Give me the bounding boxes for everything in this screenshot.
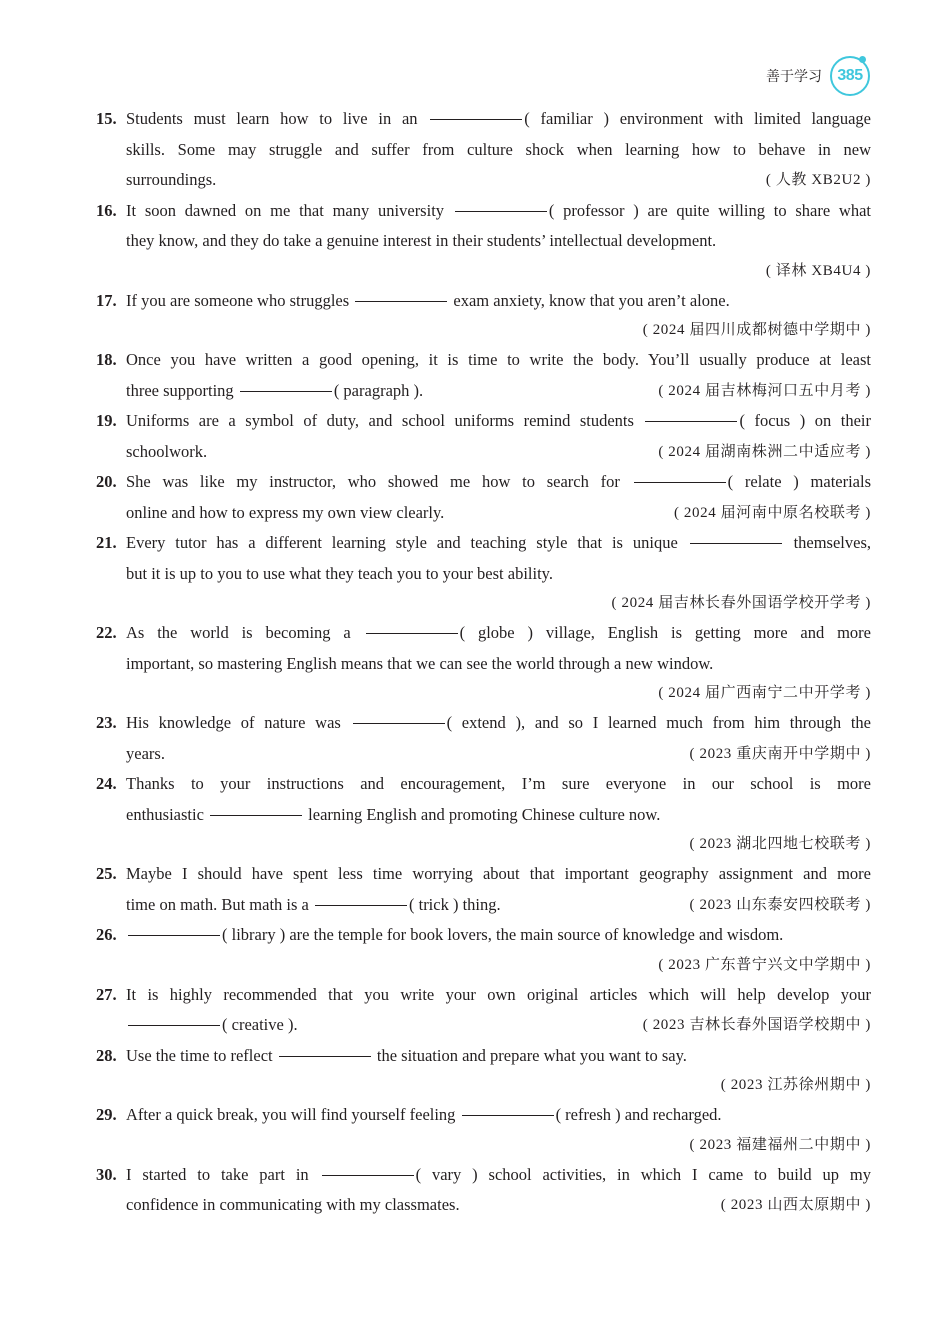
question-20-line-1 — [96, 467, 871, 498]
question-22-line-2 — [96, 649, 871, 680]
question-23-line-2 — [96, 739, 871, 770]
question-number: 26. — [96, 925, 117, 944]
question-text: ( paragraph ). — [333, 380, 424, 400]
page-header — [766, 58, 870, 94]
question-15-line-1 — [96, 104, 871, 135]
source-note: ( 2024 届河南中原名校联考 ) — [673, 504, 871, 521]
answer-blank[interactable] — [645, 420, 737, 422]
question-text: time on math. But math is a — [126, 894, 309, 914]
question-18-line-1 — [96, 345, 871, 376]
question-text: exam anxiety, know that you aren’t alone. — [453, 290, 730, 310]
question-27-line-2 — [96, 1010, 871, 1041]
question-text: ( professor ) are quite willing to share what — [548, 200, 871, 220]
question-19-line-1 — [96, 406, 871, 437]
question-text: online and how to express my own view clearly. — [126, 502, 445, 522]
question-30-line-1 — [96, 1160, 871, 1191]
question-21-line-2 — [96, 559, 871, 590]
question-text: enthusiastic — [126, 804, 204, 824]
question-text: Uniforms are a symbol of duty, and school uniforms remind students — [126, 411, 634, 430]
question-number: 23. — [96, 713, 117, 732]
question-16-line-1 — [96, 196, 871, 227]
question-text: She was like my instructor, who showed me how to search for — [126, 472, 620, 491]
source-note: ( 2023 福建福州二中期中 ) — [689, 1136, 871, 1153]
answer-blank[interactable] — [355, 300, 447, 302]
question-text: ( trick ) thing. — [408, 894, 501, 914]
question-text: His knowledge of nature was — [126, 713, 341, 732]
header-title: 善于学习 — [766, 69, 822, 85]
question-text: Every tutor has a different learning style and teaching style that is unique — [126, 533, 678, 552]
answer-blank[interactable] — [690, 542, 782, 544]
question-number: 16. — [96, 200, 117, 220]
question-number: 22. — [96, 623, 117, 642]
question-28-line-1 — [96, 1041, 871, 1072]
source-note: ( 2023 广东普宁兴文中学期中 ) — [658, 956, 871, 973]
answer-blank[interactable] — [210, 814, 302, 816]
question-text: ( familiar ) environment with limited language — [524, 109, 871, 128]
question-number: 24. — [96, 774, 117, 793]
question-25-line-2 — [96, 890, 871, 921]
question-text: ( refresh ) and recharged. — [555, 1105, 722, 1124]
question-text: learning English and promoting Chinese culture now. — [308, 804, 661, 824]
question-text: years. — [126, 743, 165, 763]
question-15-line-3 — [96, 165, 871, 196]
page-number-badge — [830, 56, 870, 96]
question-number: 25. — [96, 864, 117, 883]
question-text: important, so mastering English means that we can see the world through a new window. — [126, 653, 714, 673]
question-number: 28. — [96, 1045, 117, 1065]
question-number: 21. — [96, 533, 117, 552]
question-text: If you are someone who struggles — [126, 290, 350, 310]
question-number: 27. — [96, 984, 117, 1004]
question-17-line-1 — [96, 286, 871, 317]
source-note: ( 译林 XB4U4 ) — [765, 262, 871, 279]
question-15-line-2 — [96, 135, 871, 166]
source-note: ( 2024 届四川成都树德中学期中 ) — [642, 322, 871, 338]
question-text: three supporting — [126, 380, 234, 400]
badge-dot-icon — [859, 56, 866, 63]
question-16-line-2 — [96, 226, 871, 257]
question-18-line-2 — [96, 376, 871, 407]
question-text: confidence in communicating with my classmates. — [126, 1195, 460, 1214]
question-21-line-1 — [96, 528, 871, 559]
answer-blank[interactable] — [315, 904, 407, 906]
question-text: schoolwork. — [126, 441, 208, 461]
source-note: ( 2023 湖北四地七校联考 ) — [689, 836, 871, 852]
question-text: After a quick break, you will find yourself feeling — [126, 1105, 456, 1124]
question-number: 17. — [96, 290, 117, 310]
page-number: 385 — [837, 67, 863, 84]
question-text: but it is up to you to use what they teach you to your best ability. — [126, 563, 553, 583]
question-text: Maybe I should have spent less time worrying about that important geography assignment and more — [126, 864, 871, 883]
answer-blank[interactable] — [322, 1174, 414, 1176]
question-number: 29. — [96, 1105, 117, 1124]
question-25-line-1 — [96, 859, 871, 890]
answer-blank[interactable] — [430, 118, 522, 120]
question-26-line-1 — [96, 920, 871, 951]
source-note: ( 2023 吉林长春外国语学校期中 ) — [642, 1017, 871, 1033]
question-24-line-2 — [96, 800, 871, 831]
question-30-line-2 — [96, 1190, 871, 1221]
question-20-line-2 — [96, 498, 871, 529]
question-text: ( focus ) on their — [739, 411, 872, 430]
question-text: ( creative ). — [222, 1015, 298, 1034]
question-text: ( vary ) school activities, in which I came to build up my — [415, 1164, 872, 1184]
question-27-line-1 — [96, 980, 871, 1011]
question-22-line-1 — [96, 618, 871, 649]
answer-blank[interactable] — [128, 1024, 220, 1026]
answer-blank[interactable] — [128, 934, 220, 936]
question-text: ( globe ) village, English is getting more and more — [459, 623, 871, 642]
question-text: It is highly recommended that you write your own original articles which will help develop your — [126, 984, 871, 1004]
question-text: As the world is becoming a — [126, 623, 351, 642]
question-text: the situation and prepare what you want to say. — [376, 1045, 687, 1065]
question-number: 20. — [96, 472, 117, 491]
answer-blank[interactable] — [353, 722, 445, 724]
answer-blank[interactable] — [366, 632, 458, 634]
question-text: ( relate ) materials — [727, 472, 872, 491]
question-text: they know, and they do take a genuine interest in their students’ intellectual development. — [126, 231, 717, 250]
exercise-list — [96, 104, 871, 1221]
question-text: It soon dawned on me that many university — [126, 200, 445, 220]
source-note: ( 2024 届广西南宁二中开学考 ) — [658, 685, 871, 701]
answer-blank[interactable] — [240, 390, 332, 392]
question-number: 15. — [96, 109, 117, 128]
source-note: ( 2023 山东泰安四校联考 ) — [689, 896, 871, 913]
question-text: Once you have written a good opening, it is time to write the body. You’ll usually produce at least — [126, 350, 871, 369]
question-text: Students must learn how to live in an — [126, 109, 418, 128]
answer-blank[interactable] — [462, 1114, 554, 1116]
question-number: 19. — [96, 411, 117, 430]
question-text: I started to take part in — [126, 1164, 309, 1184]
question-number: 18. — [96, 350, 117, 369]
question-24-line-1 — [96, 769, 871, 800]
question-19-line-2 — [96, 437, 871, 468]
question-text: themselves, — [793, 533, 872, 552]
source-note: ( 2023 重庆南开中学期中 ) — [689, 745, 871, 762]
source-note: ( 2024 届吉林梅河口五中月考 ) — [658, 382, 871, 399]
answer-blank[interactable] — [634, 481, 726, 483]
source-note: ( 2023 江苏徐州期中 ) — [720, 1077, 871, 1093]
source-note: ( 人教 XB2U2 ) — [765, 172, 871, 188]
question-text: surroundings. — [126, 170, 217, 189]
source-note: ( 2024 届吉林长春外国语学校开学考 ) — [611, 595, 871, 611]
source-note: ( 2023 山西太原期中 ) — [720, 1197, 871, 1213]
source-note: ( 2024 届湖南株洲二中适应考 ) — [658, 443, 871, 460]
answer-blank[interactable] — [455, 210, 547, 212]
question-text: Use the time to reflect — [126, 1045, 273, 1065]
question-text: ( extend ), and so I learned much from him through the — [446, 713, 871, 732]
question-29-line-1 — [96, 1100, 871, 1131]
question-number: 30. — [96, 1164, 117, 1184]
question-text: skills. Some may struggle and suffer from culture shock when learning how to behave in new — [126, 139, 871, 159]
question-text: ( library ) are the temple for book lovers, the main source of knowledge and wisdom. — [222, 925, 784, 944]
question-23-line-1 — [96, 708, 871, 739]
answer-blank[interactable] — [279, 1055, 371, 1057]
question-text: Thanks to your instructions and encouragement, I’m sure everyone in our school is more — [126, 774, 871, 793]
